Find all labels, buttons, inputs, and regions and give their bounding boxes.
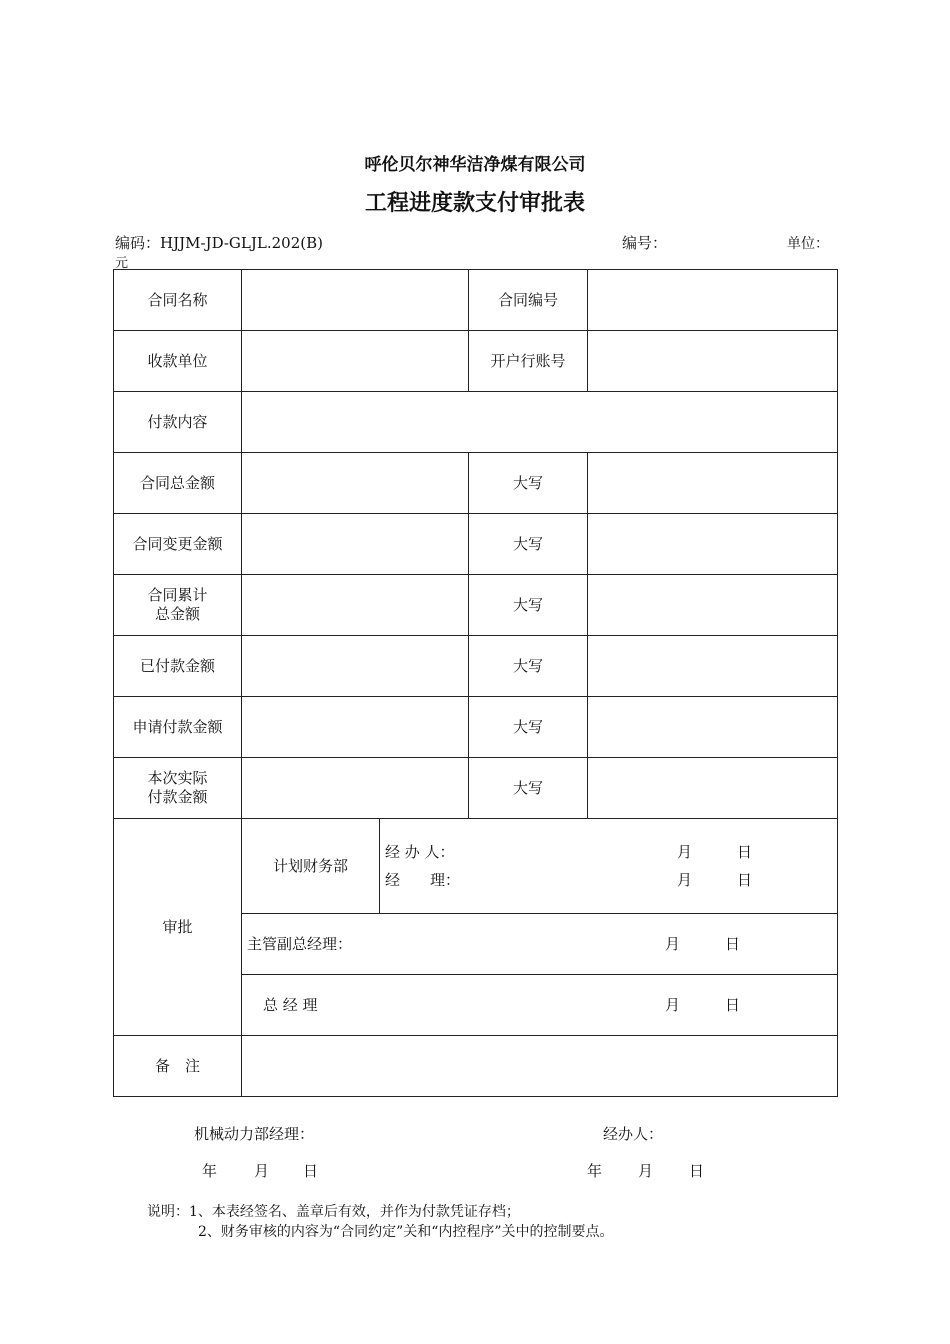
paid-amount-label: 已付款金额: [114, 636, 242, 697]
note-2: 2、财务审核的内容为“合同约定”关和“内控程序”关中的控制要点。: [198, 1224, 614, 1240]
actual-amount-label-line1: 本次实际: [147, 769, 208, 787]
cumulative-total-label: [114, 575, 242, 636]
remarks-label: 备 注: [114, 1036, 242, 1097]
cumulative-total-field[interactable]: [242, 575, 469, 636]
bank-account-field[interactable]: [588, 331, 838, 392]
handler-label: 经 办 人：: [385, 843, 455, 861]
contract-name-field[interactable]: [242, 270, 469, 331]
table-row: [114, 697, 838, 758]
capital-label: 大写: [469, 758, 588, 819]
table-row: [114, 270, 838, 331]
gm-signature[interactable]: [242, 975, 838, 1036]
note-1: 说明：1、本表经签名、盖章后有效，并作为付款凭证存档；: [147, 1204, 520, 1220]
gm-line: [242, 991, 837, 1019]
contract-total-capital-field[interactable]: [588, 453, 838, 514]
table-row: [114, 636, 838, 697]
footer-year-label: 年: [587, 1162, 603, 1180]
table-row: [114, 758, 838, 819]
contract-no-label: 合同编号: [469, 270, 588, 331]
capital-label: 大写: [469, 697, 588, 758]
manager-line: [380, 866, 837, 894]
capital-label: 大写: [469, 636, 588, 697]
finance-dept-signature[interactable]: [380, 819, 838, 914]
payment-content-label: 付款内容: [114, 392, 242, 453]
form-code: [115, 232, 323, 253]
contract-no-field[interactable]: [588, 270, 838, 331]
contract-change-label: 合同变更金额: [114, 514, 242, 575]
approval-label: 审批: [114, 819, 242, 1036]
day-label: 日: [725, 996, 741, 1014]
month-label: 月: [665, 996, 681, 1014]
form-number-label: 编号：: [622, 234, 668, 252]
paid-amount-capital-field[interactable]: [588, 636, 838, 697]
table-row: [114, 331, 838, 392]
payment-content-field[interactable]: [242, 392, 838, 453]
company-name: 呼伦贝尔神华洁净煤有限公司: [364, 155, 586, 175]
requested-amount-capital-field[interactable]: [588, 697, 838, 758]
table-row: [114, 392, 838, 453]
payee-label: 收款单位: [114, 331, 242, 392]
mech-manager-label: 机械动力部经理：: [194, 1125, 315, 1143]
footer-handler-label: 经办人：: [603, 1125, 664, 1143]
remarks-field[interactable]: [242, 1036, 838, 1097]
deputy-gm-signature[interactable]: [242, 914, 838, 975]
unit-label: 单位：: [787, 236, 829, 252]
footer-month-label: 月: [254, 1162, 270, 1180]
table-row: [114, 1036, 838, 1097]
unit-value: 元: [115, 256, 129, 271]
contract-change-capital-field[interactable]: [588, 514, 838, 575]
footer-year-label: 年: [202, 1162, 218, 1180]
footer-day-label: 日: [689, 1162, 705, 1180]
contract-name-label: 合同名称: [114, 270, 242, 331]
actual-amount-label: [114, 758, 242, 819]
table-row: [114, 819, 838, 914]
contract-change-field[interactable]: [242, 514, 469, 575]
contract-total-field[interactable]: [242, 453, 469, 514]
table-row: [114, 575, 838, 636]
form-title: 工程进度款支付审批表: [364, 191, 585, 216]
cumulative-total-capital-field[interactable]: [588, 575, 838, 636]
day-label: 日: [737, 843, 753, 861]
month-label: 月: [677, 843, 693, 861]
table-row: [114, 453, 838, 514]
code-label: 编码：: [115, 234, 161, 252]
cumulative-total-label-line1: 合同累计: [147, 586, 208, 604]
bank-account-label: 开户行账号: [469, 331, 588, 392]
code-value: HJJM-JD-GLJL.202(B): [160, 234, 323, 252]
actual-amount-label-line2: 付款金额: [147, 788, 208, 806]
finance-dept-label: 计划财务部: [242, 819, 380, 914]
manager-label: 经 理：: [385, 871, 461, 889]
capital-label: 大写: [469, 575, 588, 636]
actual-amount-field[interactable]: [242, 758, 469, 819]
month-label: 月: [677, 871, 693, 889]
contract-total-label: 合同总金额: [114, 453, 242, 514]
day-label: 日: [725, 935, 741, 953]
footer-day-label: 日: [303, 1162, 319, 1180]
deputy-gm-line: [242, 930, 837, 958]
gm-label: 总 经 理: [263, 996, 318, 1014]
month-label: 月: [665, 935, 681, 953]
paid-amount-field[interactable]: [242, 636, 469, 697]
capital-label: 大写: [469, 453, 588, 514]
table-row: [114, 514, 838, 575]
deputy-gm-label: 主管副总经理：: [247, 935, 353, 953]
payee-field[interactable]: [242, 331, 469, 392]
day-label: 日: [737, 871, 753, 889]
actual-amount-capital-field[interactable]: [588, 758, 838, 819]
approval-form-table: [113, 269, 838, 1097]
footer-month-label: 月: [638, 1162, 654, 1180]
capital-label: 大写: [469, 514, 588, 575]
requested-amount-label: 申请付款金额: [114, 697, 242, 758]
requested-amount-field[interactable]: [242, 697, 469, 758]
handler-line: [380, 838, 837, 866]
cumulative-total-label-line2: 总金额: [154, 605, 200, 623]
